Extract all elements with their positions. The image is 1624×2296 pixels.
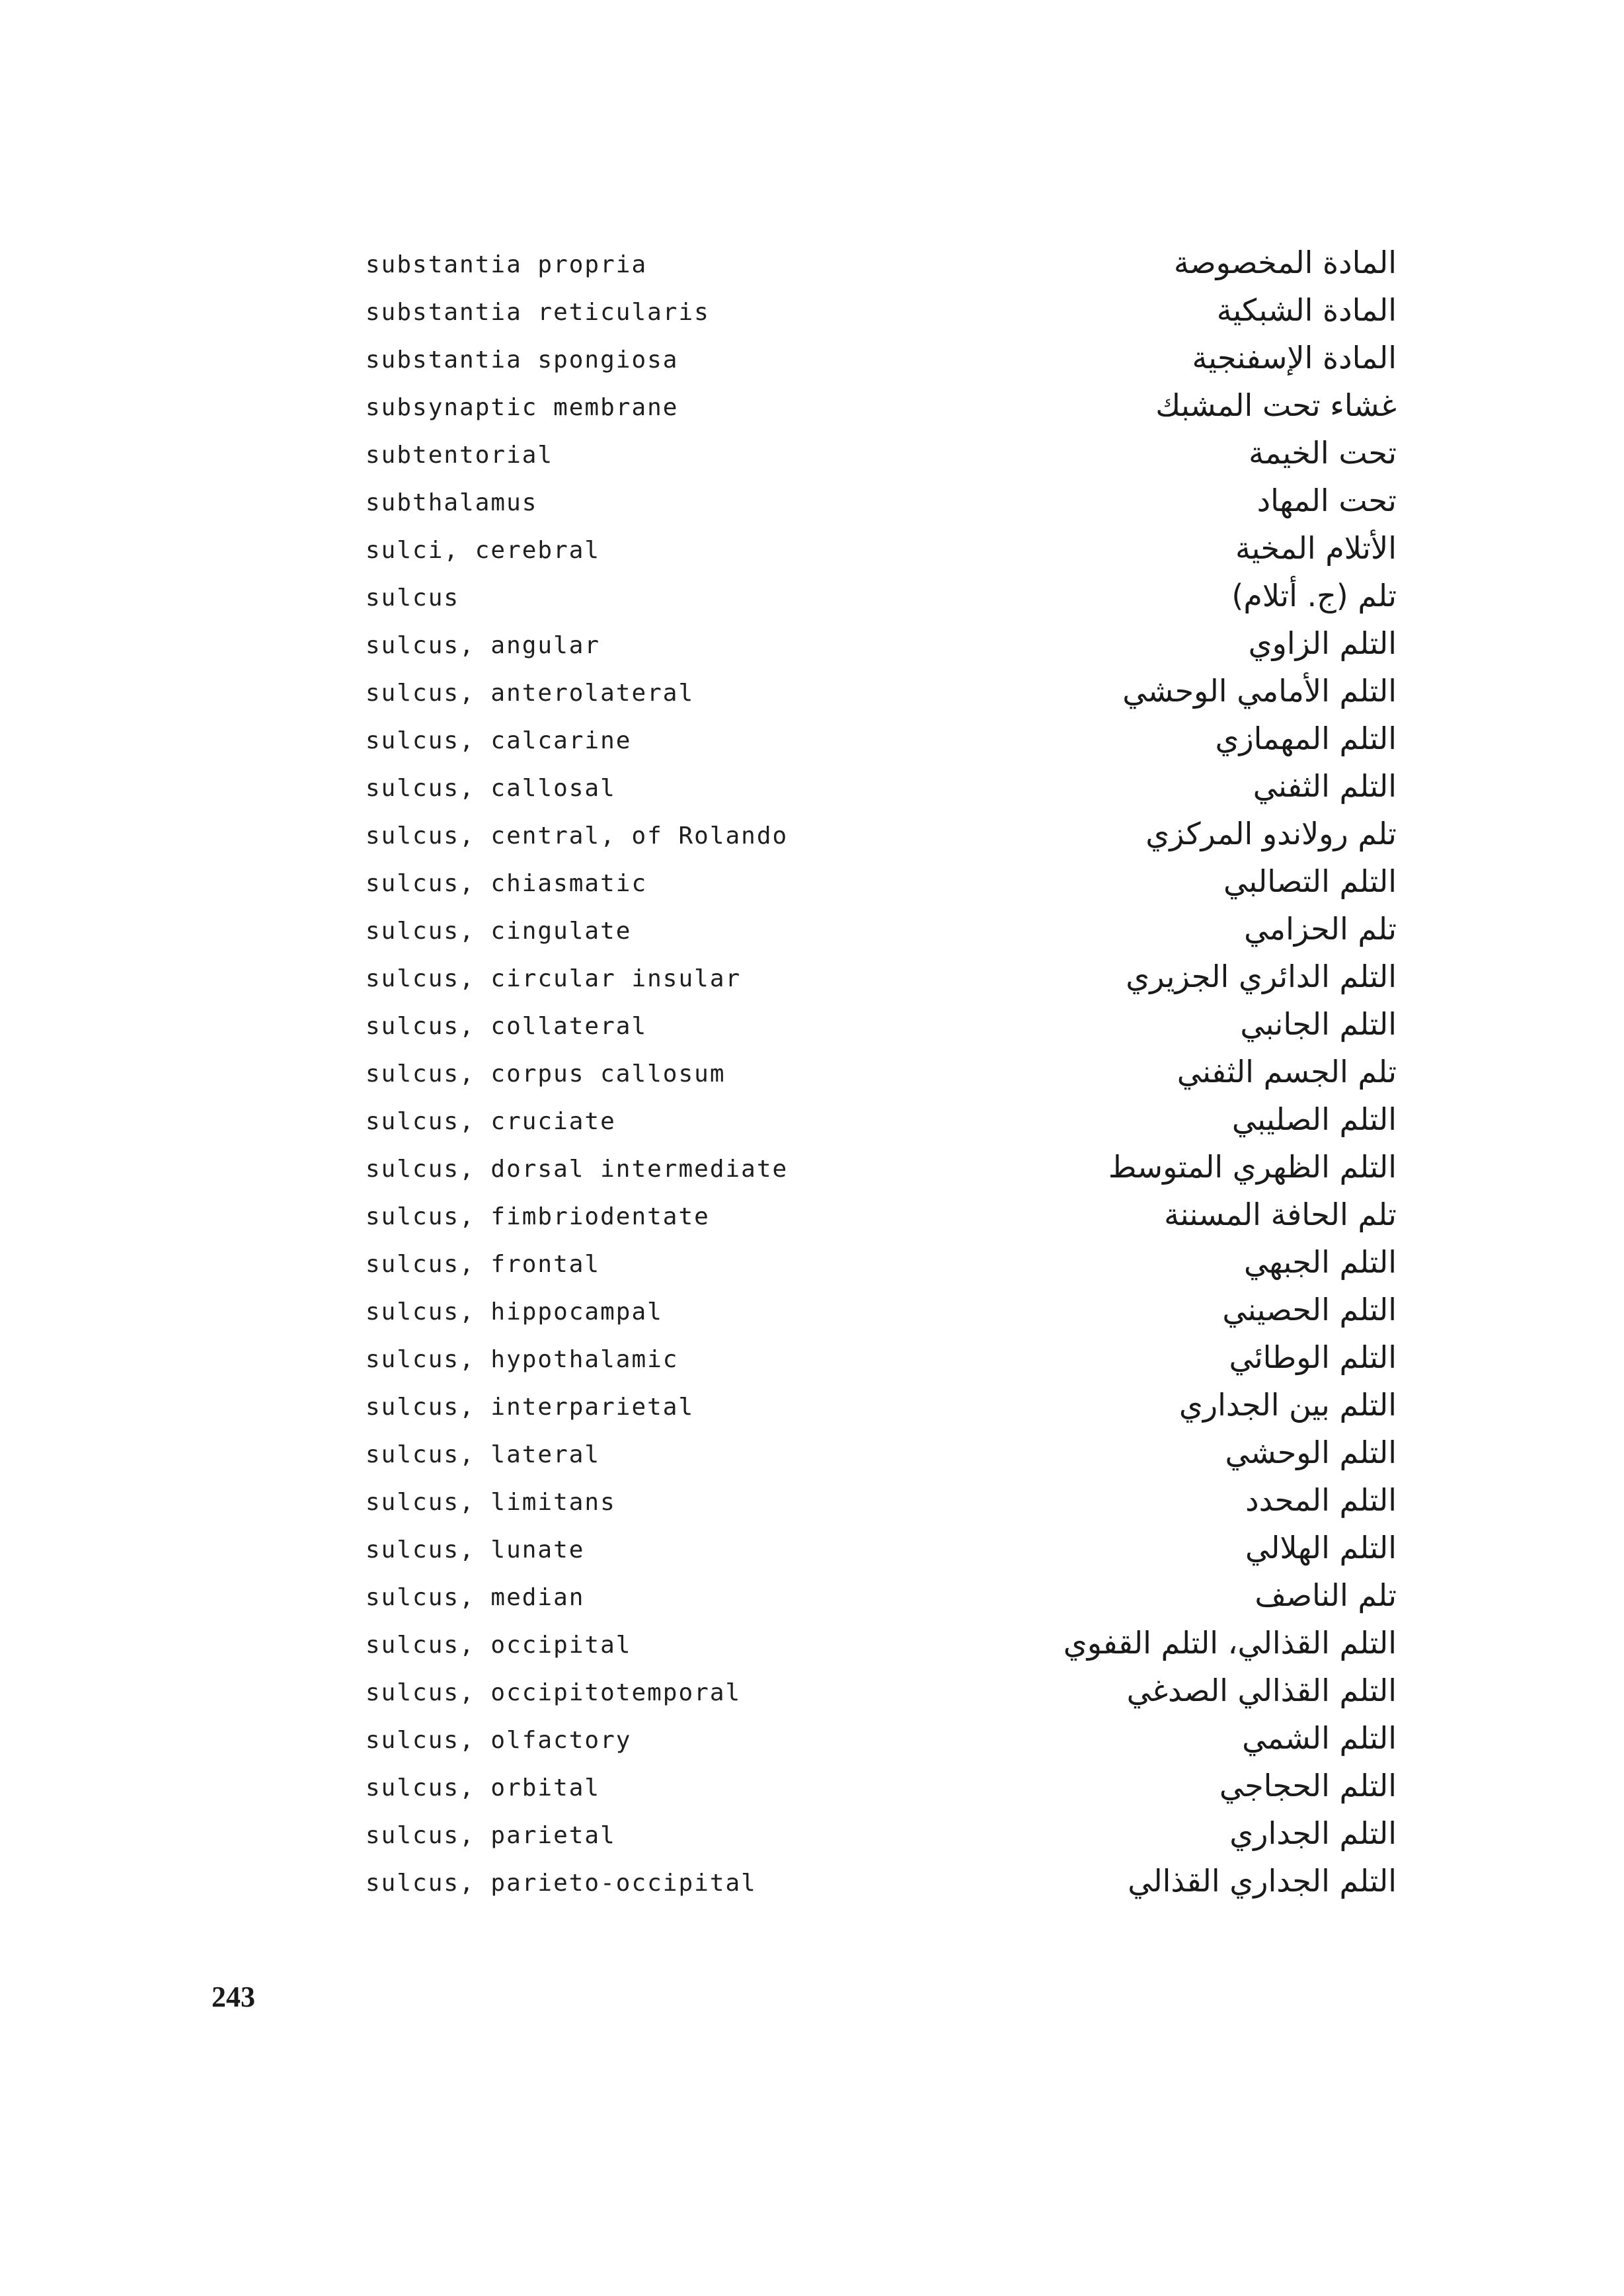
- arabic-term: تلم الحزامي: [1244, 911, 1397, 947]
- glossary-entry: [366, 1149, 1397, 1197]
- english-term: sulcus, parieto-occipital: [366, 1870, 757, 1897]
- arabic-term: التلم الحصيني: [1222, 1292, 1397, 1327]
- arabic-term: التلم الحجاجي: [1219, 1768, 1397, 1803]
- arabic-term: تلم الحافة المسننة: [1164, 1197, 1397, 1232]
- glossary-entry: [366, 959, 1397, 1006]
- arabic-term: التلم الزاوي: [1248, 625, 1397, 661]
- english-term: sulcus, angular: [366, 632, 601, 659]
- arabic-term: التلم الدائري الجزيري: [1126, 959, 1397, 994]
- english-term: sulcus: [366, 584, 460, 612]
- glossary-entry: [366, 768, 1397, 816]
- arabic-term: التلم الهلالي: [1245, 1530, 1397, 1565]
- glossary-entry: [366, 911, 1397, 959]
- english-term: sulcus, hippocampal: [366, 1298, 663, 1326]
- arabic-term: التلم الجانبي: [1240, 1006, 1397, 1042]
- glossary-entry: [366, 1197, 1397, 1244]
- glossary-entry: [366, 1768, 1397, 1815]
- arabic-term: التلم الأمامي الوحشي: [1122, 673, 1397, 709]
- arabic-term: التلم المهمازي: [1215, 721, 1397, 756]
- arabic-term: تحت الخيمة: [1249, 435, 1397, 471]
- english-term: sulcus, parietal: [366, 1822, 616, 1849]
- glossary-entry: [366, 387, 1397, 435]
- arabic-term: المادة الإسفنجية: [1192, 340, 1397, 376]
- arabic-term: التلم القذالي الصدغي: [1126, 1673, 1397, 1708]
- english-term: sulcus, anterolateral: [366, 680, 695, 707]
- english-term: sulcus, circular insular: [366, 965, 742, 992]
- glossary-entry: [366, 673, 1397, 721]
- english-term: sulcus, cruciate: [366, 1108, 616, 1135]
- english-term: sulcus, orbital: [366, 1774, 601, 1801]
- english-term: sulcus, occipitotemporal: [366, 1679, 742, 1706]
- arabic-term: التلم الظهري المتوسط: [1108, 1149, 1397, 1185]
- english-term: subthalamus: [366, 489, 538, 516]
- glossary-entry: [366, 1006, 1397, 1054]
- glossary-entry: [366, 625, 1397, 673]
- arabic-term: التلم المحدد: [1245, 1482, 1397, 1518]
- glossary-entry: [366, 483, 1397, 530]
- english-term: sulcus, collateral: [366, 1013, 648, 1040]
- glossary-entry: [366, 292, 1397, 340]
- arabic-term: التلم القذالي، التلم القفوي: [1063, 1625, 1397, 1661]
- english-term: sulcus, olfactory: [366, 1727, 632, 1754]
- arabic-term: تلم الجسم الثفني: [1177, 1054, 1397, 1089]
- glossary-entry: [366, 245, 1397, 292]
- glossary-entry: [366, 1339, 1397, 1387]
- glossary-entry: [366, 530, 1397, 578]
- english-term: subtentorial: [366, 442, 554, 469]
- arabic-term: التلم الجداري القذالي: [1128, 1863, 1397, 1899]
- arabic-term: المادة الشبكية: [1216, 292, 1397, 328]
- glossary-entry: [366, 1577, 1397, 1625]
- english-term: sulcus, cingulate: [366, 918, 632, 945]
- english-term: sulcus, calcarine: [366, 727, 632, 754]
- arabic-term: التلم الشمي: [1242, 1720, 1397, 1756]
- arabic-term: الأتلام المخية: [1235, 530, 1397, 566]
- english-term: subsynaptic membrane: [366, 394, 679, 421]
- arabic-term: التلم الجداري: [1229, 1815, 1397, 1851]
- page-number: 243: [212, 1981, 255, 2013]
- english-term: sulcus, lateral: [366, 1441, 601, 1468]
- arabic-term: التلم بين الجداري: [1179, 1387, 1397, 1423]
- english-term: sulci, cerebral: [366, 537, 601, 564]
- glossary-entry: [366, 1435, 1397, 1482]
- english-term: sulcus, central, of Rolando: [366, 822, 789, 850]
- arabic-term: التلم الصليبي: [1231, 1101, 1397, 1137]
- glossary-entry: [366, 578, 1397, 625]
- arabic-term: تلم الناصف: [1255, 1577, 1397, 1613]
- english-term: sulcus, hypothalamic: [366, 1346, 679, 1373]
- glossary-entry: [366, 1673, 1397, 1720]
- english-term: sulcus, interparietal: [366, 1394, 695, 1421]
- glossary-entry: [366, 1101, 1397, 1149]
- arabic-term: تحت المهاد: [1257, 483, 1397, 518]
- arabic-term: التلم الوحشي: [1225, 1435, 1397, 1470]
- english-term: sulcus, frontal: [366, 1251, 601, 1278]
- glossary-entry: [366, 340, 1397, 387]
- glossary-entry: [366, 1387, 1397, 1435]
- english-term: sulcus, callosal: [366, 775, 616, 802]
- english-term: sulcus, median: [366, 1584, 585, 1611]
- arabic-term: التلم الوطائي: [1229, 1339, 1397, 1375]
- english-term: sulcus, limitans: [366, 1489, 616, 1516]
- arabic-term: المادة المخصوصة: [1173, 245, 1397, 280]
- english-term: substantia propria: [366, 251, 648, 278]
- glossary-entry: [366, 721, 1397, 768]
- glossary-entry: [366, 1863, 1397, 1911]
- glossary-entry: [366, 1054, 1397, 1101]
- glossary-entry: [366, 1720, 1397, 1768]
- english-term: sulcus, lunate: [366, 1536, 585, 1564]
- arabic-term: تلم رولاندو المركزي: [1145, 816, 1397, 851]
- glossary-entry: [366, 435, 1397, 483]
- glossary-list: [366, 245, 1397, 1911]
- glossary-entry: [366, 1244, 1397, 1292]
- english-term: substantia reticularis: [366, 299, 710, 326]
- english-term: sulcus, occipital: [366, 1632, 632, 1659]
- glossary-entry: [366, 1530, 1397, 1577]
- arabic-term: التلم الثفني: [1253, 768, 1397, 804]
- arabic-term: تلم (ج. أتلام): [1231, 578, 1397, 614]
- glossary-entry: [366, 1292, 1397, 1339]
- glossary-entry: [366, 1625, 1397, 1673]
- glossary-entry: [366, 1482, 1397, 1530]
- english-term: sulcus, fimbriodentate: [366, 1203, 710, 1230]
- english-term: sulcus, corpus callosum: [366, 1060, 726, 1088]
- glossary-entry: [366, 863, 1397, 911]
- english-term: sulcus, chiasmatic: [366, 870, 648, 897]
- glossary-entry: [366, 816, 1397, 863]
- english-term: substantia spongiosa: [366, 346, 679, 374]
- english-term: sulcus, dorsal intermediate: [366, 1156, 789, 1183]
- arabic-term: غشاء تحت المشبك: [1155, 387, 1397, 423]
- arabic-term: التلم الجبهي: [1243, 1244, 1397, 1280]
- glossary-entry: [366, 1815, 1397, 1863]
- arabic-term: التلم التصالبي: [1223, 863, 1397, 899]
